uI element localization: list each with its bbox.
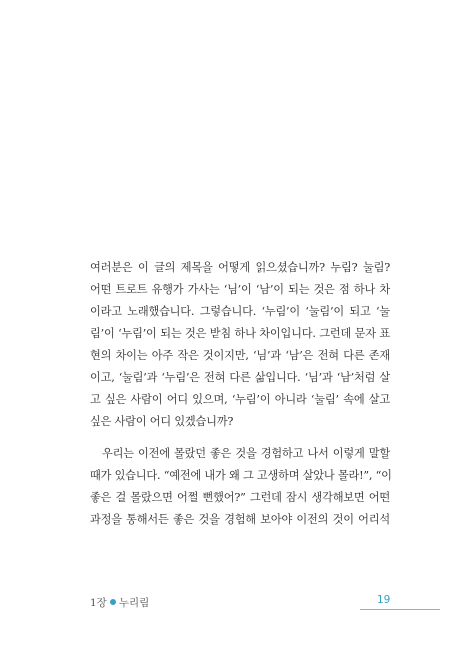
text-line: 고 싶은 사람이 어디 있으며, ‘누림’이 아니라 ‘눌림’ 속에 살고 <box>90 393 390 406</box>
text-line: 어떤 트로트 유행가 가사는 ‘님’이 ‘남’이 되는 것은 점 하나 차 <box>90 283 390 296</box>
paragraph-2 <box>90 443 390 531</box>
page-number: 19 <box>377 594 391 606</box>
page-footer <box>0 594 470 614</box>
section-label: 누리림 <box>118 597 150 609</box>
footer-divider <box>360 609 440 610</box>
text-line: 싶은 사람이 어디 있겠습니까? <box>90 415 234 428</box>
chapter-label: 1장 <box>90 597 107 609</box>
text-line: 좋은 걸 몰랐으면 어쩔 뻔했어?” 그런데 잠시 생각해보면 어떤 <box>90 491 390 504</box>
text-line: 우리는 이전에 몰랐던 좋은 것을 경험하고 나서 이렇게 말할 <box>102 447 390 460</box>
bullet-dot-icon <box>110 599 116 605</box>
running-footer <box>90 595 149 610</box>
text-line: 이라고 노래했습니다. 그렇습니다. ‘누림’이 ‘눌림’이 되고 ‘눌 <box>90 305 390 318</box>
text-line: 때가 있습니다. “예전에 내가 왜 그 고생하며 살았나 몰라!”, “이 <box>90 469 392 482</box>
paragraph-1 <box>90 257 390 433</box>
text-line: 여러분은 이 글의 제목을 어떻게 읽으셨습니까? 누림? 눌림? <box>90 261 390 274</box>
text-line: 현의 차이는 아주 작은 것이지만, ‘님’과 ‘남’은 전혀 다른 존재 <box>90 349 390 362</box>
text-line: 림’이 ‘누림’이 되는 것은 받침 하나 차이입니다. 그런데 문자 표 <box>90 327 390 340</box>
text-line: 과정을 통해서든 좋은 것을 경험해 보아야 이전의 것이 어리석 <box>90 513 390 526</box>
text-line: 이고, ‘눌림’과 ‘누림’은 전혀 다른 삶입니다. ‘님’과 ‘남’처럼 살 <box>90 371 390 384</box>
